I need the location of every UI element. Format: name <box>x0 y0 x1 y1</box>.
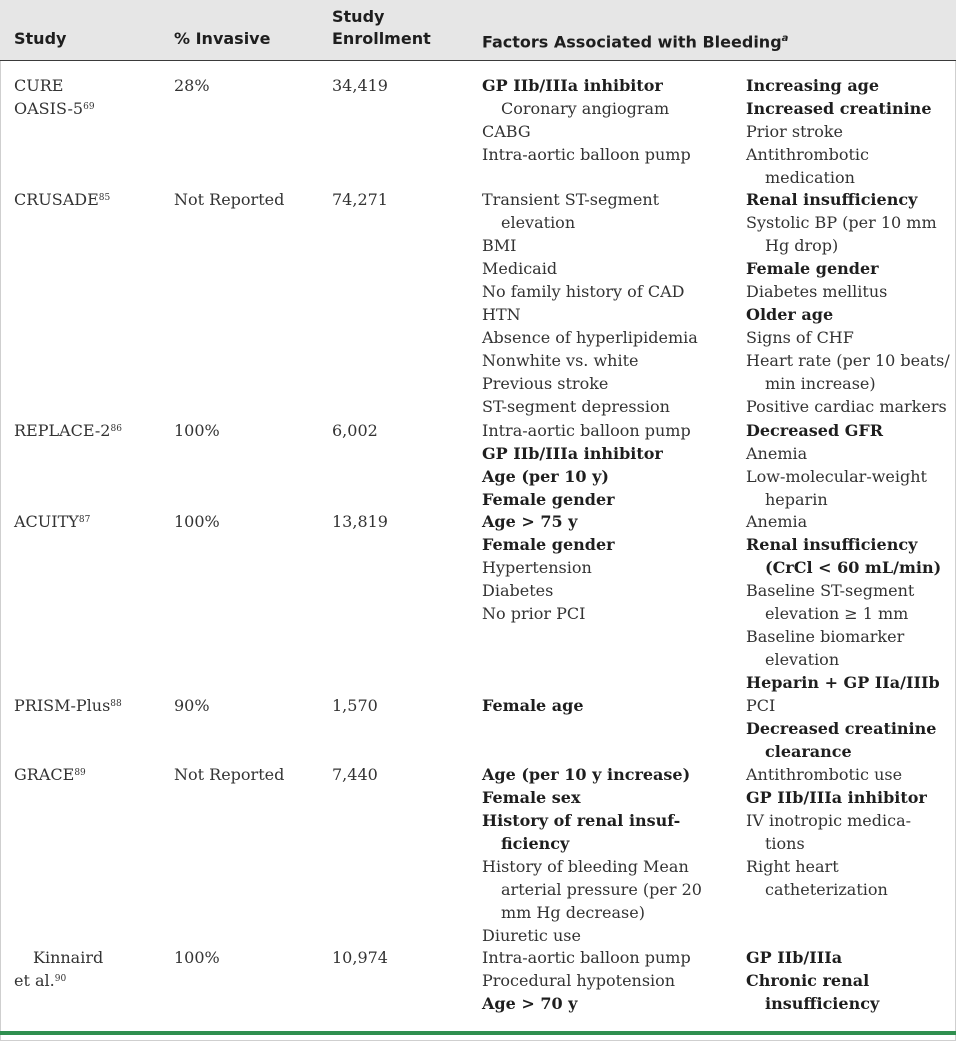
factor-item: No family history of CAD <box>482 282 685 301</box>
factor-item: History of bleeding Mean arterial pressure (per 20 mm Hg decrease) <box>482 857 702 922</box>
factor-item: BMI <box>482 236 517 255</box>
factor-item: Previous stroke <box>482 374 609 393</box>
header-invasive: % Invasive <box>174 29 271 48</box>
header-study: Study <box>14 29 67 48</box>
factor-item: Right heart catheterization <box>746 857 888 899</box>
study-name: Kinnaird et al. <box>14 948 104 990</box>
factor-item: Increasing age <box>746 76 880 95</box>
factor-item: Baseline ST-segment elevation ≥ 1 mm <box>746 581 915 623</box>
factor-item: PCI <box>746 696 776 715</box>
study-name: ACUITY <box>14 512 79 531</box>
factor-item: Female sex <box>482 788 581 807</box>
factor-item: Systolic BP (per 10 mm Hg drop) <box>746 213 937 255</box>
factor-item: IV inotropic medica- tions <box>746 811 912 853</box>
invasive-cell: Not Reported <box>174 765 285 784</box>
header-factors-footnote: a <box>781 33 789 44</box>
factor-item: Prior stroke <box>746 122 843 141</box>
factor-item: Female gender <box>746 259 879 278</box>
enrollment-cell: 7,440 <box>332 765 378 784</box>
study-ref: 89 <box>74 768 86 778</box>
study-ref: 88 <box>110 699 122 709</box>
factor-item: Female gender <box>482 535 615 554</box>
study-ref: 85 <box>98 193 111 203</box>
factor-item: Age (per 10 y increase) <box>482 765 691 784</box>
study-cell <box>14 74 124 120</box>
factors-column-2 <box>746 510 954 694</box>
enrollment-cell: 1,570 <box>332 696 378 715</box>
factor-item: Renal insufficiency (CrCl < 60 mL/min) <box>746 535 942 577</box>
factor-item: Chronic renal insufficiency <box>746 971 880 1013</box>
factor-item: Antithrombotic medication <box>746 145 869 187</box>
factor-item: GP IIb/IIIa inhibitor <box>482 76 663 95</box>
factor-item: Female gender <box>482 490 615 509</box>
factor-item: History of renal insuf- ficiency <box>482 811 681 853</box>
factors-column-2 <box>746 188 954 418</box>
factor-item: Heart rate (per 10 beats/ min increase) <box>746 351 950 393</box>
invasive-cell: 100% <box>174 948 220 967</box>
factors-column-2 <box>746 74 954 189</box>
factor-item: Diabetes <box>482 581 554 600</box>
study-name: REPLACE-2 <box>14 421 111 440</box>
factor-item: Absence of hyperlipidemia <box>482 328 698 347</box>
factors-column-1 <box>482 510 744 625</box>
factor-item: Intra-aortic balloon pump <box>482 948 691 967</box>
study-ref: 69 <box>83 102 95 112</box>
study-cell <box>14 188 164 211</box>
factor-item: No prior PCI <box>482 604 586 623</box>
study-ref: 87 <box>78 515 91 525</box>
factor-item: Age (per 10 y) <box>482 467 609 486</box>
factors-column-2 <box>746 694 954 763</box>
factor-item: Older age <box>746 305 834 324</box>
factor-item: Baseline biomarker elevation <box>746 627 905 669</box>
study-name: GRACE <box>14 765 75 784</box>
header-enrollment-line1: Study <box>332 7 385 26</box>
factors-column-2 <box>746 946 954 1015</box>
study-cell <box>14 510 164 533</box>
factors-column-1 <box>482 763 744 947</box>
factor-item: Female age <box>482 696 584 715</box>
factor-item: GP IIb/IIIa inhibitor <box>482 444 663 463</box>
factor-item: Decreased GFR <box>746 421 884 440</box>
invasive-cell: 100% <box>174 512 220 531</box>
table-bottom-rule <box>0 1031 956 1035</box>
enrollment-cell: 6,002 <box>332 421 378 440</box>
invasive-cell: 28% <box>174 76 210 95</box>
factor-item: Age > 75 y <box>482 512 578 531</box>
factors-column-1 <box>482 419 744 511</box>
study-cell <box>14 763 164 786</box>
study-cell <box>14 419 164 442</box>
factor-item: Intra-aortic balloon pump <box>482 421 691 440</box>
study-cell <box>14 694 164 717</box>
factors-column-1 <box>482 74 744 166</box>
factor-item: Decreased creatinine clearance <box>746 719 937 761</box>
factor-item: Intra-aortic balloon pump <box>482 145 691 164</box>
factor-item: Transient ST-segment elevation <box>482 190 660 232</box>
table-header <box>0 0 956 60</box>
factor-item: Antithrombotic use <box>746 765 903 784</box>
factor-item: Anemia <box>746 444 808 463</box>
factors-column-2 <box>746 763 954 901</box>
header-factors <box>482 28 788 52</box>
factor-item: Procedural hypotension <box>482 971 676 990</box>
factor-item: Increased creatinine <box>746 99 932 118</box>
factors-column-1 <box>482 188 744 418</box>
study-ref: 90 <box>54 974 67 984</box>
factor-item: Nonwhite vs. white <box>482 351 639 370</box>
study-name: CURE OASIS-5 <box>14 76 84 118</box>
study-cell <box>14 946 104 992</box>
factor-item: Positive cardiac markers <box>746 397 947 416</box>
factor-item: Anemia <box>746 512 808 531</box>
factor-item: Coronary angiogram <box>501 99 670 118</box>
factor-item: Signs of CHF <box>746 328 854 347</box>
enrollment-cell: 34,419 <box>332 76 388 95</box>
header-rule <box>0 60 956 61</box>
enrollment-cell: 10,974 <box>332 948 388 967</box>
study-ref: 86 <box>110 424 122 434</box>
enrollment-cell: 13,819 <box>332 512 388 531</box>
enrollment-cell: 74,271 <box>332 190 388 209</box>
factor-item: Renal insufficiency <box>746 190 918 209</box>
factor-item: ST-segment depression <box>482 397 670 416</box>
factor-item: Diuretic use <box>482 926 581 945</box>
factor-item: CABG <box>482 122 531 141</box>
invasive-cell: 100% <box>174 421 220 440</box>
factor-item: Diabetes mellitus <box>746 282 888 301</box>
study-name: PRISM-Plus <box>14 696 111 715</box>
factors-column-1 <box>482 694 744 717</box>
factor-item: Heparin + GP IIa/IIIb <box>746 673 940 692</box>
factors-column-2 <box>746 419 954 511</box>
header-factors-label: Factors Associated with Bleeding <box>482 32 782 52</box>
factor-item: GP IIb/IIIa inhibitor <box>746 788 927 807</box>
invasive-cell: 90% <box>174 696 210 715</box>
header-enrollment-line2: Enrollment <box>332 29 431 48</box>
factors-column-1 <box>482 946 744 1015</box>
factor-item: GP IIb/IIIa <box>746 948 843 967</box>
factor-item: Low-molecular-weight heparin <box>746 467 927 509</box>
factor-item: HTN <box>482 305 521 324</box>
study-name: CRUSADE <box>14 190 99 209</box>
invasive-cell: Not Reported <box>174 190 285 209</box>
factor-item: Hypertension <box>482 558 592 577</box>
factor-item: Age > 70 y <box>482 994 578 1013</box>
factor-item: Medicaid <box>482 259 558 278</box>
